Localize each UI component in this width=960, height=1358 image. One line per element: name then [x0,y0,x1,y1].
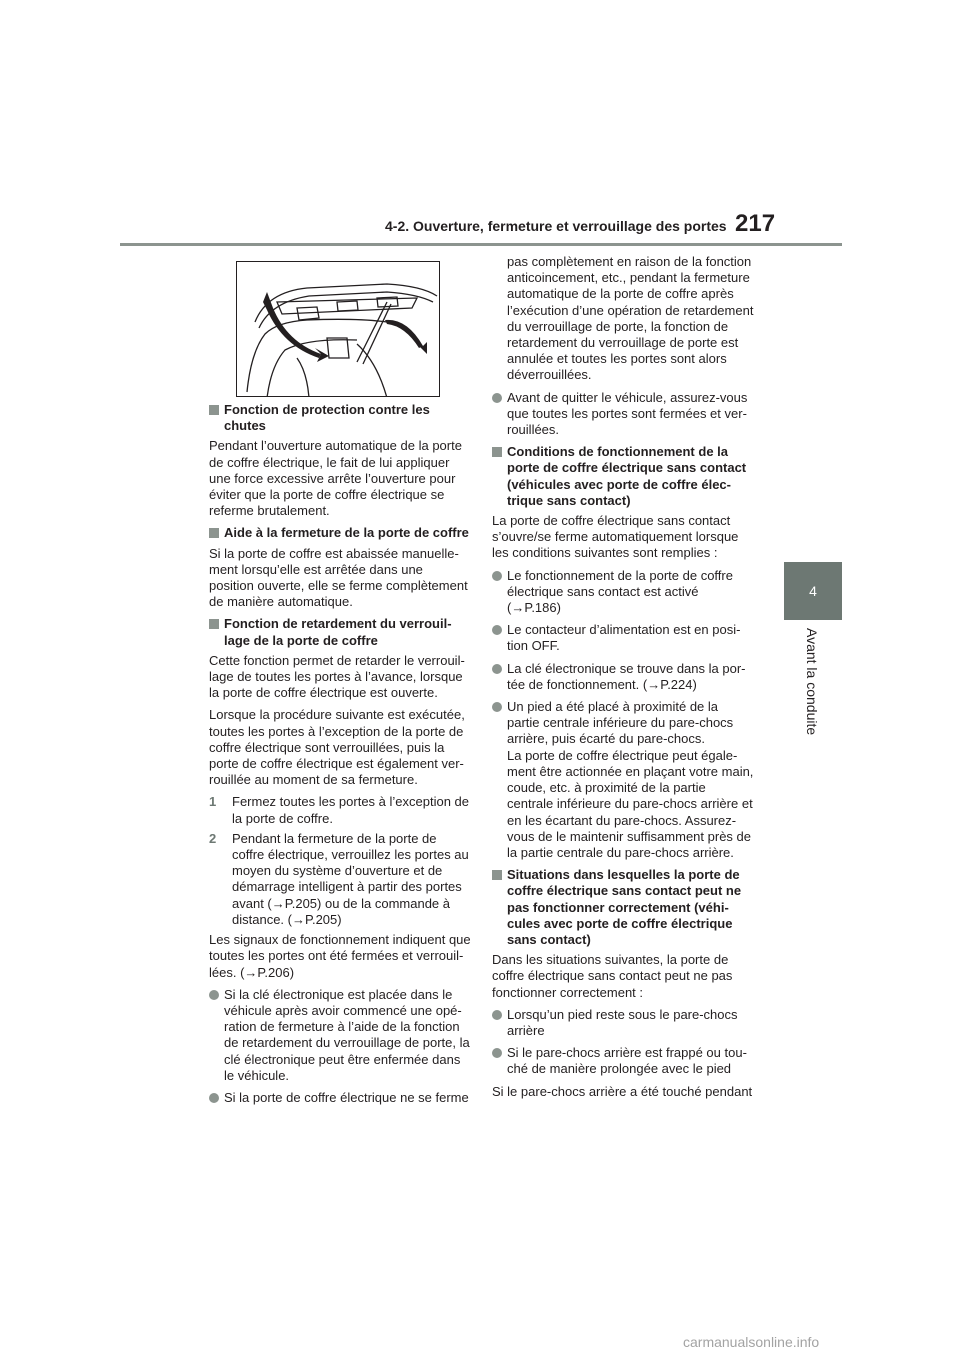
circle-bullet-icon [492,393,502,403]
heading-malfunction-situations: Situations dans lesquelles la porte de coffre électrique sans contact peut ne pas fonctionner correctement (véhi-cules avec porte de coffre électrique sans contact) [492,867,754,948]
section-title: 4-2. Ouverture, fermeture et verrouillage des portes [385,218,727,234]
square-bullet-icon [492,870,502,880]
watermark: carmanualsonline.info [683,1334,820,1350]
paragraph: Pendant l’ouverture automatique de la porte de coffre électrique, le fait de lui appliquer une force excessive arrête l’ouverture pour éviter que la porte de coffre électrique se referme brutalement. [209,438,462,519]
square-bullet-icon [209,405,219,415]
chapter-label: Avant la conduite [804,628,820,736]
square-bullet-icon [492,447,502,457]
heading-fall-protection: Fonction de protection contre les chutes [209,402,471,434]
page-number: 217 [735,210,776,237]
bullet-item: Avant de quitter le véhicule, assurez-vous que toutes les portes sont fermées et ver-rouillées. [492,390,754,439]
circle-bullet-icon [492,1010,502,1020]
paragraph-continued: pas complètement en raison de la fonction anticoincement, etc., pendant la fermeture automatique de la porte de coffre après l’exécution d’une opération de retardement du verrouillage de porte, la fonction de retardement du verrouillage de porte est annulée et toutes les portes sont alors déverrouillées. [507,254,754,383]
bullet-item: Si le pare-chocs arrière est frappé ou tou-ché de manière prolongée avec le pied [492,1045,754,1077]
tailgate-drawing [237,262,440,397]
square-bullet-icon [209,619,219,629]
circle-bullet-icon [209,1093,219,1103]
tailgate-illustration [236,261,440,397]
left-column [209,400,471,1112]
right-column [492,254,754,1106]
bullet-item: La clé électronique se trouve dans la por-tée de fonctionnement. (→P.224) [492,661,754,693]
chapter-number: 4 [809,583,817,599]
paragraph: Cette fonction permet de retarder le verrouil-lage de toutes les portes à l’avance, lorsque la porte de coffre électrique est ouverte. [209,652,465,701]
circle-bullet-icon [492,571,502,581]
step-1: 1 Fermez toutes les portes à l’exception de la porte de coffre. [209,794,470,826]
circle-bullet-icon [492,664,502,674]
square-bullet-icon [209,528,219,538]
chapter-tab[interactable] [784,562,842,620]
header-rule [120,243,842,246]
bullet-item: Si la porte de coffre électrique ne se ferme [209,1090,471,1106]
bullet-item: Le fonctionnement de la porte de coffre électrique sans contact est activé (→P.186) [492,568,754,617]
paragraph: Si le pare-chocs arrière a été touché pendant [492,1083,753,1099]
bullet-item: Lorsqu’un pied reste sous le pare-chocs arrière [492,1007,754,1039]
step-2: 2 Pendant la fermeture de la porte de coffre électrique, verrouillez les portes au moyen du système d’ouverture et de démarrage intelligent à partir des portes avant (→P.205) ou de la commande à distance. (→P.205) [209,830,469,927]
circle-bullet-icon [492,625,502,635]
paragraph: Si la porte de coffre est abaissée manuelle-ment lorsqu’elle est arrêtée dans une position ouverte, elle se ferme complètement de manière automatique. [209,545,468,610]
heading-operating-conditions: Conditions de fonctionnement de la porte de coffre électrique sans contact (véhicules avec porte de coffre élec-trique sans contact) [492,444,754,509]
paragraph: Les signaux de fonctionnement indiquent que toutes les portes ont été fermées et verrouil-lées. (→P.206) [209,932,471,980]
bullet-item: Un pied a été placé à proximité de la partie centrale inférieure du pare-chocs arrière, puis écarté du pare-chocs. La porte de coffre électrique peut égale-ment être actionnée en plaçant votre main, coude, etc. à proximité de la partie centrale inférieure du pare-chocs arrière et en les écartant du pare-chocs. Assurez-vous de le maintenir suffisamment près de la partie centrale du pare-chocs arrière. [492,699,754,861]
circle-bullet-icon [492,702,502,712]
heading-closing-assist: Aide à la fermeture de la porte de coffre [209,525,471,541]
circle-bullet-icon [209,990,219,1000]
circle-bullet-icon [492,1048,502,1058]
bullet-item: Si la clé électronique est placée dans le véhicule après avoir commencé une opé-ration de fermeture à l’aide de la fonction de retardement du verrouillage de porte, la clé électronique peut être enfermée dans le véhicule. [209,987,471,1084]
paragraph: Dans les situations suivantes, la porte de coffre électrique sans contact peut ne pas fonctionner correctement : [492,952,733,1000]
paragraph: Lorsque la procédure suivante est exécutée, toutes les portes à l’exception de la porte de coffre électrique sont verrouillées, puis la porte de coffre électrique est également ver-rouillée au moment de sa fermeture. [209,707,465,788]
bullet-item: Le contacteur d’alimentation est en posi-tion OFF. [492,622,754,654]
paragraph: La porte de coffre électrique sans contact s’ouvre/se ferme automatiquement lorsque les conditions suivantes sont remplies : [492,513,739,561]
heading-delayed-lock: Fonction de retardement du verrouil-lage de la porte de coffre [209,616,471,648]
